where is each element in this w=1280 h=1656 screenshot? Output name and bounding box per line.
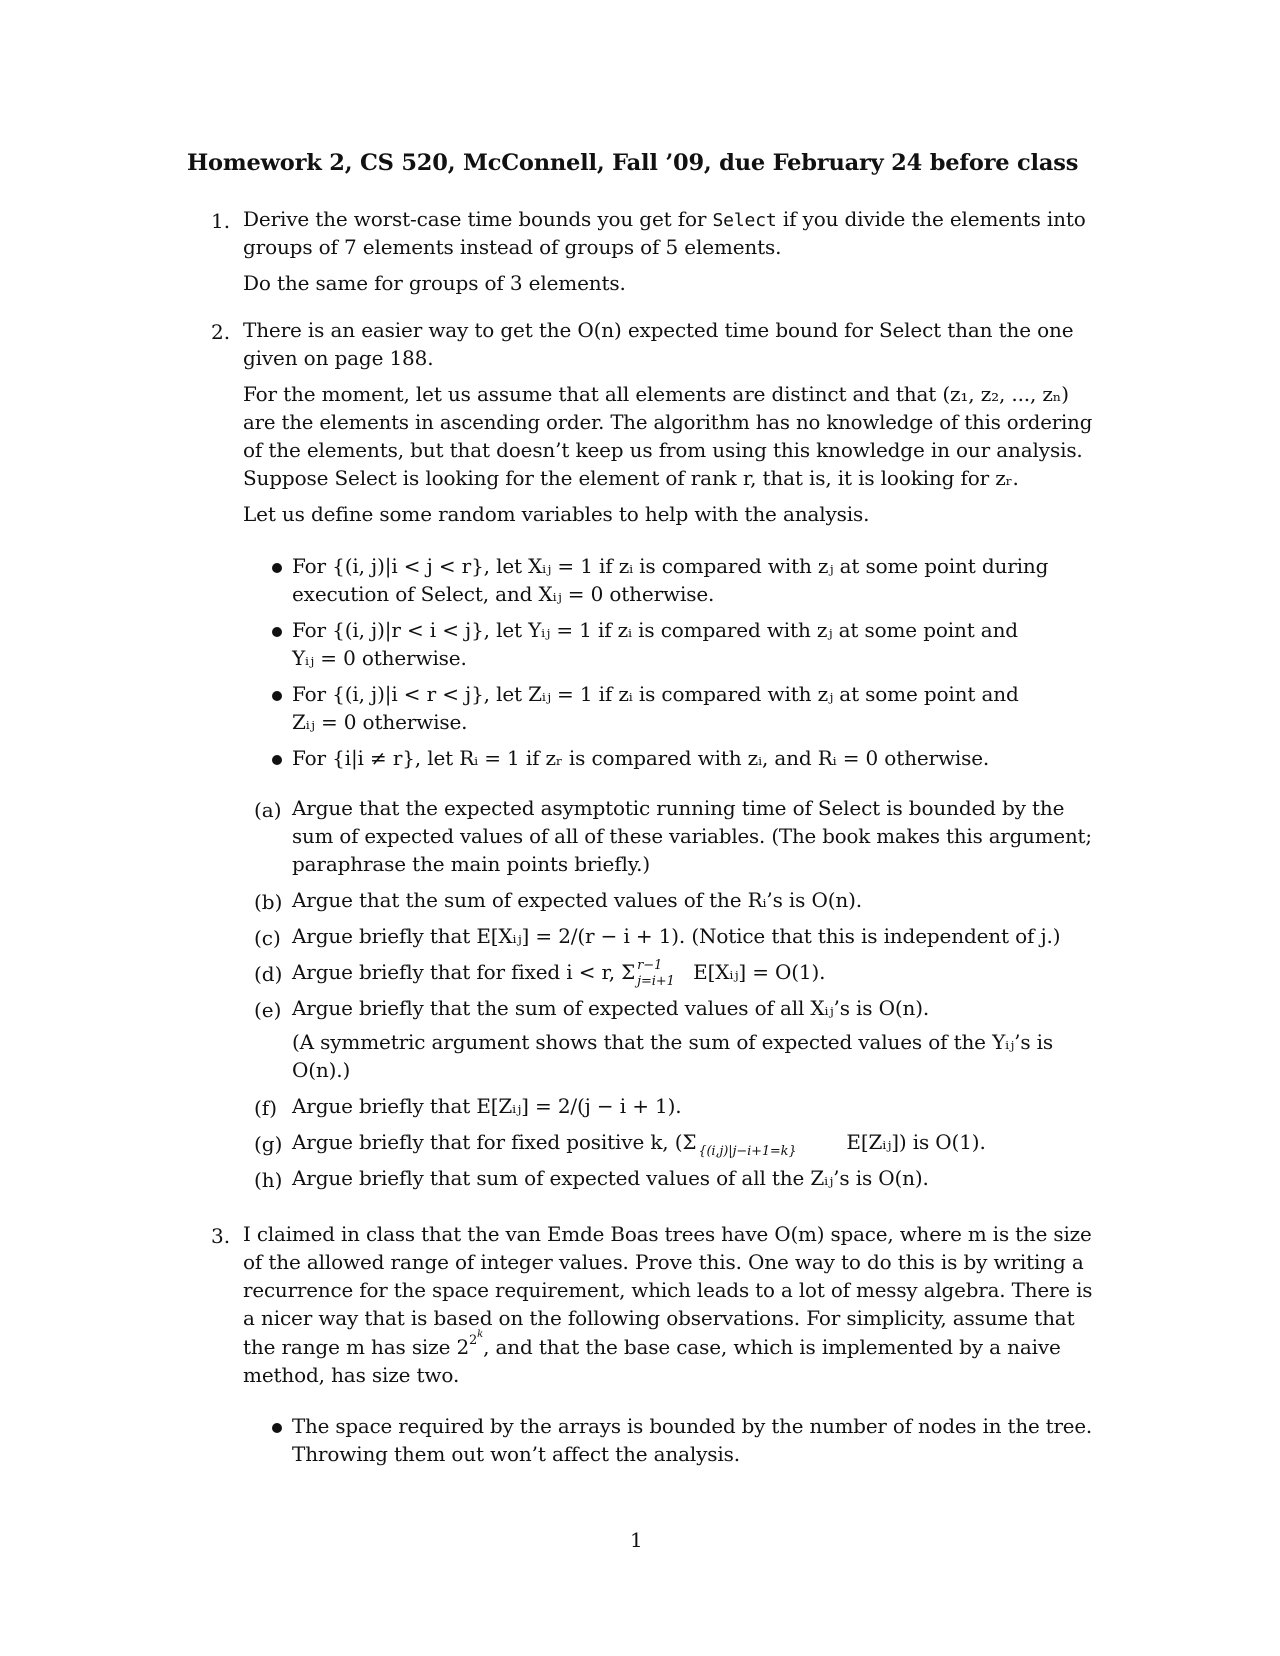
part-g-line-1: Argue briefly that for fixed positive k, (Σ {(i,j)|j−i+1=k} E[Zᵢⱼ]) is O(1).: [292, 1128, 986, 1156]
q3-line-5: the range m has size $2^{2k}$, and that the base case, which is implemented by a naive: [243, 1329, 1061, 1359]
q2-bullet-1-line-2: execution of Select, and Xᵢⱼ = 0 otherwise.: [292, 582, 715, 606]
q2-para2-line-1: For the moment, let us assume that all elements are distinct and that (z₁, z₂, ..., zₙ): [243, 382, 1069, 406]
part-a-line-2: sum of expected values of all of these variables. (The book makes this argument;: [292, 824, 1092, 848]
q3-line-2: of the allowed range of integer values. Prove this. One way to do this is by writing a: [243, 1250, 1084, 1274]
q1-number: 1.: [211, 209, 231, 233]
page-number: 1: [630, 1528, 643, 1552]
part-b-line-1: Argue that the sum of expected values of the Rᵢ’s is O(n).: [292, 888, 862, 912]
part-d-line-1: Argue briefly that for fixed i < r, Σ r−1 j=i+1 E[Xᵢⱼ] = O(1).: [292, 958, 825, 986]
q3-line-1: I claimed in class that the van Emde Boas trees have O(m) space, where m is the size: [243, 1222, 1092, 1246]
sum-d-lower: j=i+1: [637, 974, 675, 989]
part-label-g: (g): [254, 1132, 283, 1156]
q1-line-2: groups of 7 elements instead of groups of 5 elements.: [243, 235, 782, 259]
q2-bullet-1-line-1: For {(i, j)|i < j < r}, let Xᵢⱼ = 1 if zᵢ is compared with zⱼ at some point during: [292, 554, 1049, 578]
bullet-icon: [272, 746, 286, 760]
bullet-icon: [272, 554, 286, 568]
part-e-line-2: (A symmetric argument shows that the sum of expected values of the Yᵢⱼ’s is: [292, 1030, 1054, 1054]
part-label-b: (b): [254, 890, 283, 914]
part-h-line-1: Argue briefly that sum of expected values of all the Zᵢⱼ’s is O(n).: [292, 1166, 929, 1190]
part-label-f: (f): [254, 1096, 278, 1120]
page-title: Homework 2, CS 520, McConnell, Fall ’09, due February 24 before class: [187, 150, 1079, 176]
q3-line-3: recurrence for the space requirement, which leads to a lot of messy algebra. There is: [243, 1278, 1093, 1302]
q2-para2-line-2: are the elements in ascending order. The algorithm has no knowledge of this ordering: [243, 410, 1093, 434]
q2-bullet-3-line-2: Zᵢⱼ = 0 otherwise.: [292, 710, 468, 734]
part-label-h: (h): [254, 1168, 283, 1192]
bullet-icon: [272, 682, 286, 696]
part-e-line-3: O(n).): [292, 1058, 351, 1082]
part-c-line-1: Argue briefly that E[Xᵢⱼ] = 2/(r − i + 1). (Notice that this is independent of j.): [292, 924, 1061, 948]
part-f-line-1: Argue briefly that E[Zᵢⱼ] = 2/(j − i + 1).: [292, 1094, 682, 1118]
q3-bullet-1-line-1: The space required by the arrays is bounded by the number of nodes in the tree.: [292, 1414, 1093, 1438]
q2-para3: Let us define some random variables to help with the analysis.: [243, 502, 870, 526]
bullet-icon: [272, 1414, 286, 1428]
part-e-line-1: Argue briefly that the sum of expected values of all Xᵢⱼ’s is O(n).: [292, 996, 930, 1020]
part-a-line-1: Argue that the expected asymptotic running time of Select is bounded by the: [292, 796, 1065, 820]
q2-bullet-2-line-1: For {(i, j)|r < i < j}, let Yᵢⱼ = 1 if zᵢ is compared with zⱼ at some point and: [292, 618, 1018, 642]
q2-number: 2.: [211, 320, 231, 344]
bullet-icon: [272, 618, 286, 632]
part-label-c: (c): [254, 926, 281, 950]
q1-line-1: Derive the worst-case time bounds you get for Select if you divide the elements into: [243, 207, 1086, 231]
part-label-e: (e): [254, 998, 282, 1022]
q1-line-3: Do the same for groups of 3 elements.: [243, 271, 626, 295]
q2-intro-line-1: There is an easier way to get the O(n) expected time bound for Select than the one: [243, 318, 1074, 342]
q2-para2-line-3: of the elements, but that doesn’t keep us from using this knowledge in our analysis.: [243, 438, 1083, 462]
q3-line-4: a nicer way that is based on the following observations. For simplicity, assume that: [243, 1306, 1075, 1330]
part-a-line-3: paraphrase the main points briefly.): [292, 852, 651, 876]
q3-number: 3.: [211, 1224, 231, 1248]
q3-line-6: method, has size two.: [243, 1363, 460, 1387]
q2-bullet-2-line-2: Yᵢⱼ = 0 otherwise.: [292, 646, 467, 670]
q2-bullet-3-line-1: For {(i, j)|i < r < j}, let Zᵢⱼ = 1 if zᵢ is compared with zⱼ at some point and: [292, 682, 1019, 706]
q2-intro-line-2: given on page 188.: [243, 346, 434, 370]
sum-g-lower: {(i,j)|j−i+1=k}: [698, 1144, 797, 1159]
sum-d-upper: r−1: [637, 958, 663, 973]
part-label-d: (d): [254, 962, 283, 986]
q2-bullet-4: For {i|i ≠ r}, let Rᵢ = 1 if zᵣ is compared with zᵢ, and Rᵢ = 0 otherwise.: [292, 746, 990, 770]
q3-bullet-1-line-2: Throwing them out won’t affect the analysis.: [292, 1442, 740, 1466]
q2-para2-line-4: Suppose Select is looking for the element of rank r, that is, it is looking for zᵣ.: [243, 466, 1019, 490]
part-label-a: (a): [254, 798, 282, 822]
